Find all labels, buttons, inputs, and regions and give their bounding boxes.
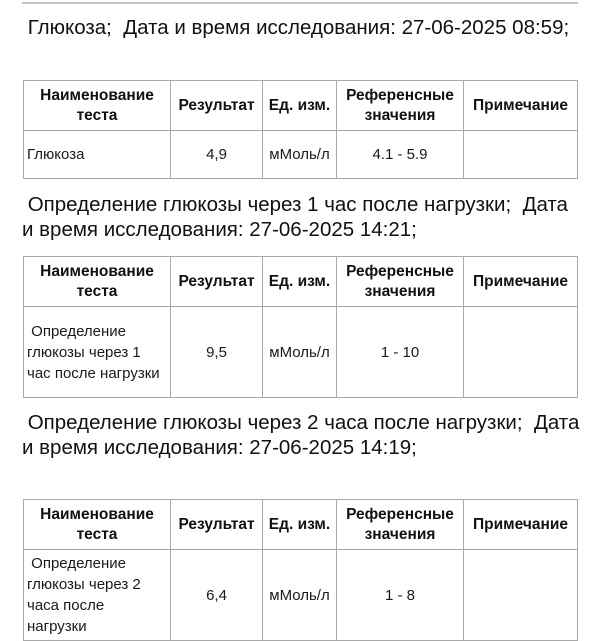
cell-note — [464, 550, 578, 641]
section-title-glucose-1h: Определение глюкозы через 1 час после нагрузки; Дата и время исследования: 27-06-2025 14:21; — [22, 193, 574, 241]
header-reference: Референсные значения — [337, 257, 464, 307]
table-row — [24, 131, 578, 179]
table-header-row — [24, 81, 578, 131]
section-title-glucose-2h: Определение глюкозы через 2 часа после нагрузки; Дата и время исследования: 27-06-2025 14:19; — [22, 411, 586, 459]
header-test-name: Наименование теста — [24, 500, 171, 550]
cell-result: 9,5 — [171, 307, 263, 398]
header-unit: Ед. изм. — [263, 500, 337, 550]
results-table-glucose-1h — [23, 256, 578, 398]
cell-reference: 4.1 - 5.9 — [337, 131, 464, 179]
table-row — [24, 307, 578, 398]
header-note: Примечание — [464, 81, 578, 131]
previous-table-bottom-border — [22, 2, 578, 4]
results-table-glucose — [23, 80, 578, 179]
header-note: Примечание — [464, 257, 578, 307]
header-reference: Референсные значения — [337, 81, 464, 131]
cell-test-name: Определение глюкозы через 1 час после нагрузки — [24, 307, 171, 398]
cell-unit: мМоль/л — [263, 131, 337, 179]
header-test-name: Наименование теста — [24, 81, 171, 131]
header-unit: Ед. изм. — [263, 81, 337, 131]
cell-test-name: Глюкоза — [24, 131, 171, 179]
header-reference: Референсные значения — [337, 500, 464, 550]
cell-result: 4,9 — [171, 131, 263, 179]
table-row — [24, 550, 578, 641]
cell-test-name: Определение глюкозы через 2 часа после нагрузки — [24, 550, 171, 641]
cell-reference: 1 - 10 — [337, 307, 464, 398]
header-result: Результат — [171, 257, 263, 307]
header-note: Примечание — [464, 500, 578, 550]
cell-result: 6,4 — [171, 550, 263, 641]
cell-unit: мМоль/л — [263, 550, 337, 641]
results-table-glucose-2h — [23, 499, 578, 641]
cell-note — [464, 307, 578, 398]
table-header-row — [24, 257, 578, 307]
cell-unit: мМоль/л — [263, 307, 337, 398]
cell-reference: 1 - 8 — [337, 550, 464, 641]
header-result: Результат — [171, 500, 263, 550]
header-unit: Ед. изм. — [263, 257, 337, 307]
cell-note — [464, 131, 578, 179]
table-header-row — [24, 500, 578, 550]
header-result: Результат — [171, 81, 263, 131]
section-title-glucose: Глюкоза; Дата и время исследования: 27-06-2025 08:59; — [22, 16, 570, 39]
header-test-name: Наименование теста — [24, 257, 171, 307]
